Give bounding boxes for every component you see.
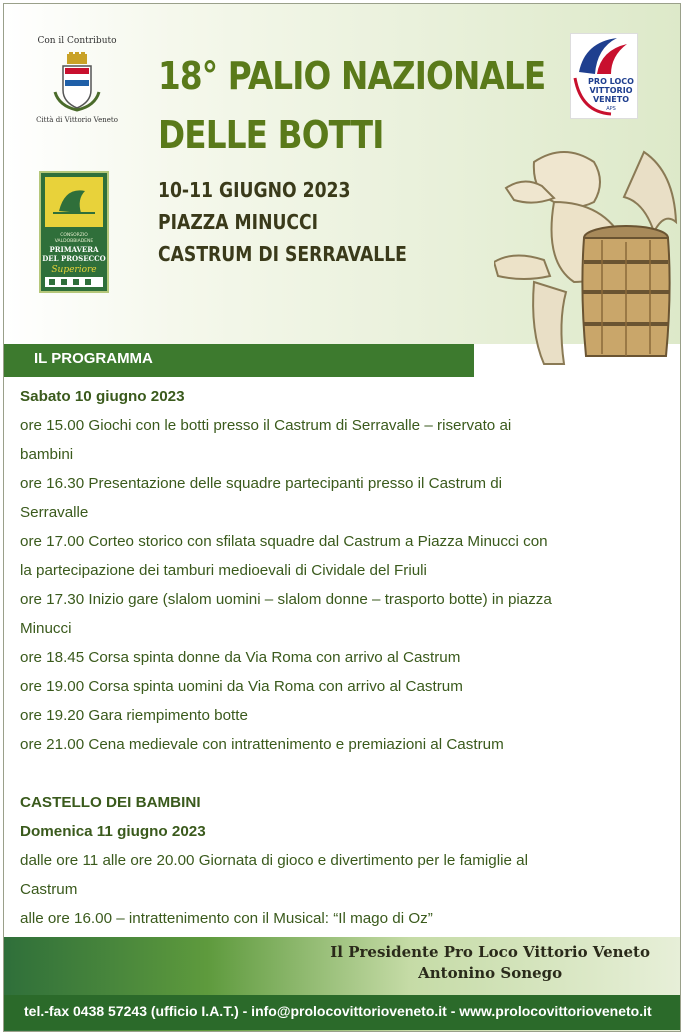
- program-line: la partecipazione dei tamburi medioevali di Cividale del Friuli: [20, 562, 427, 579]
- program-line: Castrum: [20, 881, 78, 898]
- program-line: ore 19.00 Corsa spinta uomini da Via Roma con arrivo al Castrum: [20, 678, 463, 695]
- program-label: IL PROGRAMMA: [34, 350, 153, 367]
- prosecco-text-1: PRIMAVERA: [49, 245, 99, 254]
- contact-info: tel.-fax 0438 57243 (ufficio I.A.T.) - info@prolocovittorioveneto.it - www.prolocovittorioveneto.it: [24, 1003, 652, 1019]
- winged-lion-barrel-icon: [494, 142, 680, 374]
- prosecco-text-3: Superiore: [51, 265, 97, 275]
- signature-line-2: Antonino Sonego: [418, 964, 563, 982]
- poster-footer: [4, 937, 680, 1032]
- event-info: [158, 174, 407, 270]
- president-signature: [330, 942, 650, 984]
- program-heading: Sabato 10 giugno 2023: [20, 388, 185, 405]
- title-line-2: DELLE BOTTI: [158, 112, 384, 157]
- program-line: ore 18.45 Corsa spinta donne da Via Roma con arrivo al Castrum: [20, 649, 461, 666]
- city-label: Città di Vittorio Veneto: [36, 116, 118, 124]
- event-date: 10-11 GIUGNO 2023: [158, 178, 351, 202]
- program-line: ore 21.00 Cena medievale con intrattenimento e premiazioni al Castrum: [20, 736, 504, 753]
- poster: [3, 3, 681, 1032]
- event-place-2: CASTRUM DI SERRAVALLE: [158, 242, 407, 266]
- program-line: bambini: [20, 446, 74, 463]
- prosecco-small-text-1: CONSORZIO: [60, 233, 88, 238]
- program-line: Minucci: [20, 620, 72, 637]
- program-line: ore 17.00 Corteo storico con sfilata squadre dal Castrum a Piazza Minucci con: [20, 533, 548, 550]
- prosecco-emblem-icon: [41, 173, 107, 291]
- prosecco-text-2: DEL PROSECCO: [42, 254, 106, 263]
- program-heading: CASTELLO DEI BAMBINI: [20, 794, 201, 811]
- city-contribution: [22, 36, 132, 124]
- event-place-1: PIAZZA MINUCCI: [158, 210, 319, 234]
- program-line: ore 17.30 Inizio gare (slalom uomini – slalom donne – trasporto botte) in piazza: [20, 591, 552, 608]
- program-line: alle ore 16.00 – intrattenimento con il Musical: “Il mago di Oz”: [20, 910, 433, 927]
- proloco-text-2: VITTORIO: [589, 86, 633, 95]
- program-line: ore 16.30 Presentazione delle squadre partecipanti presso il Castrum di: [20, 475, 503, 492]
- program-line: ore 15.00 Giochi con le botti presso il Castrum di Serravalle – riservato ai: [20, 417, 512, 434]
- contributor-label: Con il Contributo: [37, 36, 117, 46]
- proloco-text-1: PRO LOCO: [588, 77, 634, 86]
- contact-bar: [4, 995, 680, 1030]
- city-crest-icon: [53, 52, 101, 112]
- program-line: Serravalle: [20, 504, 89, 521]
- signature-line-1: Il Presidente Pro Loco Vittorio Veneto: [330, 943, 650, 961]
- proloco-logo: [570, 33, 638, 119]
- program-list: [20, 382, 670, 933]
- prosecco-small-text-2: VALDOBBIADENE: [54, 239, 94, 244]
- proloco-emblem-icon: [571, 34, 637, 118]
- poster-title: [158, 47, 545, 165]
- program-section-header: [4, 344, 474, 377]
- program-line: ore 19.20 Gara riempimento botte: [20, 707, 248, 724]
- program-line: [20, 759, 670, 788]
- title-line-1: 18° PALIO NAZIONALE: [158, 54, 546, 98]
- program-heading: Domenica 11 giugno 2023: [20, 823, 206, 840]
- poster-header: [4, 4, 680, 344]
- program-line: dalle ore 11 alle ore 20.00 Giornata di gioco e divertimento per le famiglie al: [20, 852, 528, 869]
- prosecco-logo: [39, 171, 109, 293]
- proloco-text-3: VENETO: [592, 95, 630, 104]
- proloco-text-4: APS: [606, 106, 616, 112]
